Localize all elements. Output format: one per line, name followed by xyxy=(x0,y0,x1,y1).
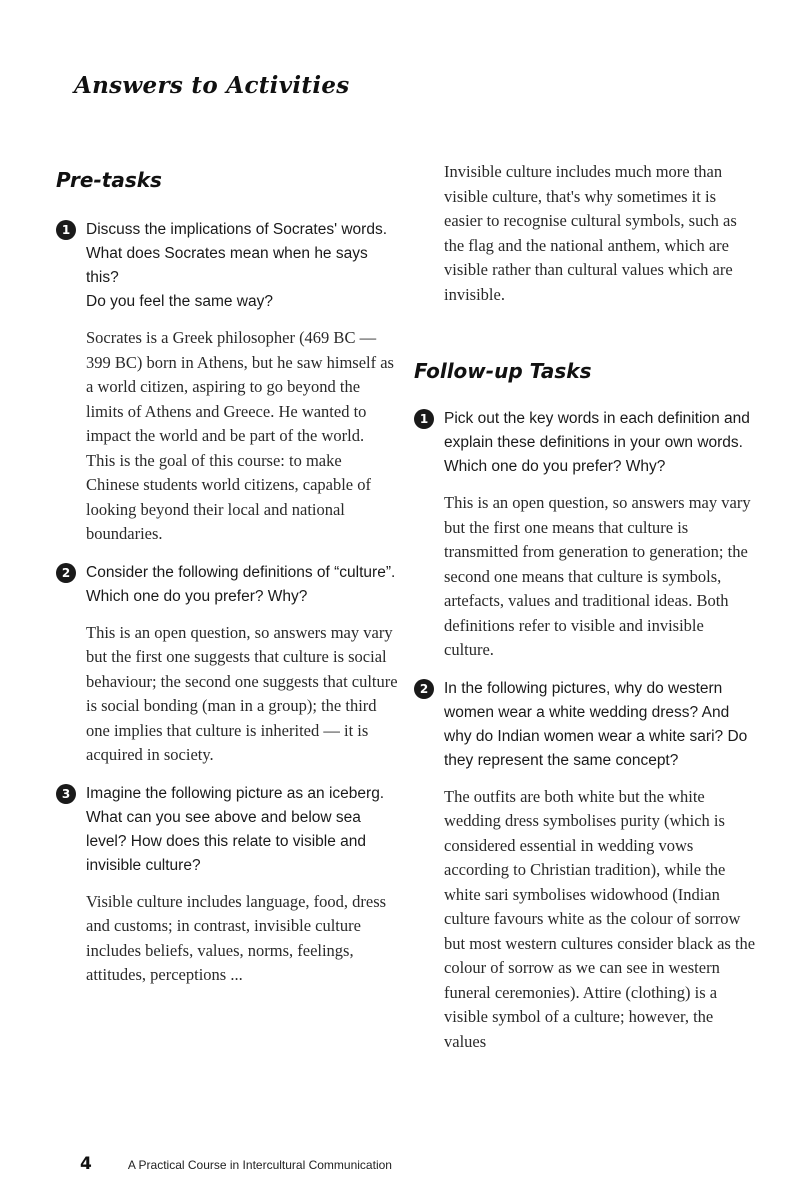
pre-task-item-1 xyxy=(56,218,398,547)
answer xyxy=(86,621,398,768)
number-badge: 1 xyxy=(414,409,434,429)
number-badge: 1 xyxy=(56,220,76,240)
question-line: Which one do you prefer? Why? xyxy=(86,587,308,605)
question xyxy=(56,218,398,314)
right-column xyxy=(414,160,756,1068)
number-badge: 2 xyxy=(414,679,434,699)
answer-paragraph: This is the goal of this course: to make Chinese students world citizens, capable of looking beyond their local and national boundaries. xyxy=(86,450,372,543)
section-heading-pre-tasks: Pre-tasks xyxy=(56,168,162,192)
number-badge: 3 xyxy=(56,784,76,804)
answer xyxy=(444,785,756,1055)
follow-up-item-1 xyxy=(414,407,756,663)
pre-task-item-3 xyxy=(56,782,398,988)
answer-paragraph: Visible culture includes language, food, dress and customs; in contrast, invisible culture includes beliefs, values, norms, feelings, attitudes, perceptions ... xyxy=(86,891,387,984)
question xyxy=(56,561,398,609)
pre-task-item-2 xyxy=(56,561,398,768)
question xyxy=(414,407,756,479)
question-line: In the following pictures, why do western women wear a white wedding dress? And why do Indian women wear a white sari? Do they represent the same concept? xyxy=(444,679,748,769)
answer-paragraph: The outfits are both white but the white wedding dress symbolises purity (which is considered essential in wedding vows according to Christian tradition), while the white sari symbolises widowhood (Indian culture favours white as the colour of sorrow but most western cultures consider black as the colour of sorrow as we can see in western funeral ceremonies). Attire (clothing) is a visible symbol of a culture; however, the values xyxy=(444,786,756,1051)
question-line: Imagine the following picture as an iceberg. What can you see above and below sea level? How does this relate to visible and invisible culture? xyxy=(86,784,385,874)
question-line: Pick out the key words in each definition and explain these definitions in your own words. Which one do you prefer? Why? xyxy=(444,410,750,475)
answer-paragraph: Socrates is a Greek philosopher (469 BC — 399 BC) born in Athens, but he saw himself as a world citizen, aspiring to go beyond the limits of Athens and Greece. He wanted to impact the world and be part of the world. xyxy=(86,328,394,445)
page-number: 4 xyxy=(80,1154,92,1174)
follow-up-item-2 xyxy=(414,677,756,1055)
question xyxy=(414,677,756,773)
page-footer xyxy=(80,1154,392,1174)
question xyxy=(56,782,398,878)
answer xyxy=(86,326,398,547)
answer-paragraph: This is an open question, so answers may vary but the first one suggests that culture is social behaviour; the second one suggests that culture is social bonding (man in a group); the third one implies that culture is inherited — it is acquired in society. xyxy=(86,622,398,764)
question-line: Discuss the implications of Socrates' words. xyxy=(86,221,388,238)
book-title: A Practical Course in Intercultural Communication xyxy=(127,1158,392,1172)
answer xyxy=(86,890,398,988)
page-title: Answers to Activities xyxy=(74,72,350,99)
question-line: Do you feel the same way? xyxy=(86,293,273,310)
question-line: Consider the following definitions of “culture”. xyxy=(86,563,396,581)
left-column xyxy=(56,168,398,1002)
section-heading-follow-up: Follow-up Tasks xyxy=(414,359,592,383)
answer xyxy=(444,491,756,663)
continued-answer: Invisible culture includes much more than visible culture, that's why sometimes it is easier to recognise cultural symbols, such as the flag and the national anthem, which are visible rather than cultural values which are invisible. xyxy=(444,162,737,304)
question-line: What does Socrates mean when he says this? xyxy=(86,245,368,286)
number-badge: 2 xyxy=(56,563,76,583)
answer-paragraph: This is an open question, so answers may vary but the first one means that culture is transmitted from generation to generation; the second one means that culture is symbols, artefacts, values and traditional ideas. Both definitions refer to visible and invisible culture. xyxy=(444,493,751,659)
